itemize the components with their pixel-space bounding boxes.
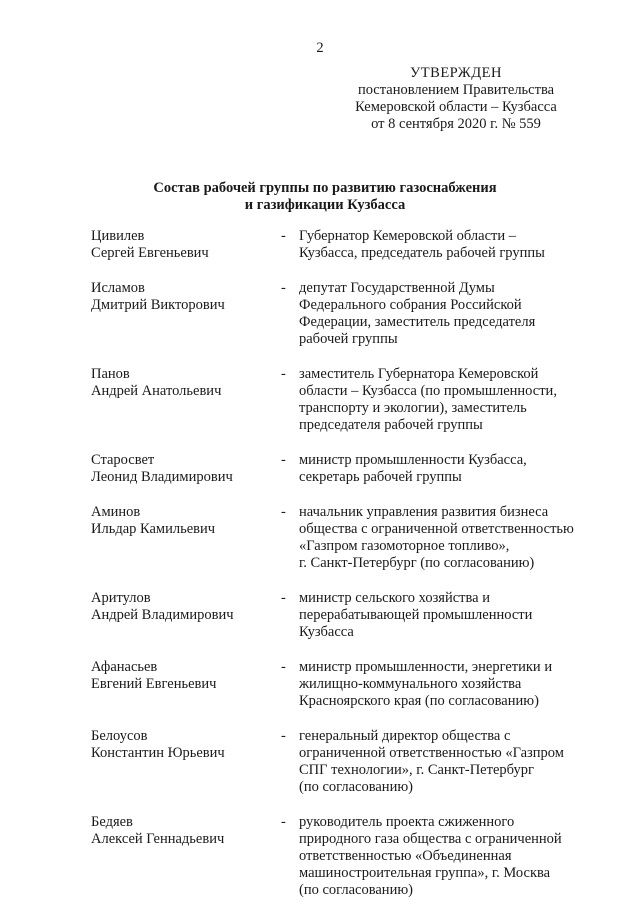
member-name-line: Исламов	[91, 280, 145, 296]
member-dash: -	[281, 590, 286, 606]
member-name-line: Сергей Евгеньевич	[91, 245, 209, 261]
member-name-line: Константин Юрьевич	[91, 745, 225, 761]
member-dash: -	[281, 452, 286, 468]
page-number: 2	[316, 40, 324, 56]
member-role-line: общества с ограниченной ответственностью	[299, 521, 574, 537]
member-role-line: ограниченной ответственностью «Газпром	[299, 745, 564, 761]
member-role	[299, 659, 591, 710]
member-role-line: природного газа общества с ограниченной	[299, 831, 562, 847]
member-role	[299, 814, 591, 899]
member-entry	[91, 452, 591, 486]
member-role-line: заместитель Губернатора Кемеровской	[299, 366, 539, 382]
member-role-line: перерабатывающей промышленности	[299, 607, 533, 623]
member-role-line: транспорту и экологии), заместитель	[299, 400, 527, 416]
member-name-line: Старосвет	[91, 452, 155, 468]
member-dash: -	[281, 280, 286, 296]
member-dash: -	[281, 728, 286, 744]
member-role-line: рабочей группы	[299, 331, 398, 347]
member-role-line: Красноярского края (по согласованию)	[299, 693, 539, 709]
member-role-line: Федерации, заместитель председателя	[299, 314, 536, 330]
member-role	[299, 280, 591, 348]
member-entry	[91, 814, 591, 899]
member-dash: -	[281, 366, 286, 382]
title-line: Состав рабочей группы по развитию газоснабжения	[153, 180, 497, 196]
member-role-line: СПГ технологии», г. Санкт-Петербург	[299, 762, 534, 778]
member-name-line: Аритулов	[91, 590, 151, 606]
member-entry	[91, 728, 591, 796]
member-name-line: Афанасьев	[91, 659, 158, 675]
member-name-line: Дмитрий Викторович	[91, 297, 225, 313]
member-name-line: Евгений Евгеньевич	[91, 676, 217, 692]
member-dash: -	[281, 814, 286, 830]
member-entry	[91, 659, 591, 710]
member-entry	[91, 280, 591, 348]
members-list	[91, 228, 591, 917]
member-name	[91, 452, 281, 486]
member-name	[91, 814, 281, 848]
member-role	[299, 228, 591, 262]
member-role	[299, 452, 591, 486]
member-dash: -	[281, 504, 286, 520]
member-role-line: (по согласованию)	[299, 882, 413, 898]
member-role	[299, 728, 591, 796]
member-name	[91, 659, 281, 693]
member-role-line: начальник управления развития бизнеса	[299, 504, 549, 520]
approval-title: УТВЕРЖДЕН	[410, 65, 502, 81]
member-role-line: депутат Государственной Думы	[299, 280, 495, 296]
member-role-line: председателя рабочей группы	[299, 417, 483, 433]
member-name-line: Андрей Владимирович	[91, 607, 234, 623]
member-name	[91, 590, 281, 624]
approval-line: постановлением Правительства	[357, 82, 555, 98]
member-dash: -	[281, 659, 286, 675]
approval-stamp	[340, 65, 572, 133]
member-role-line: Федерального собрания Российской	[299, 297, 522, 313]
member-name-line: Ильдар Камильевич	[91, 521, 216, 537]
member-role-line: руководитель проекта сжиженного	[299, 814, 515, 830]
member-role-line: министр промышленности Кузбасса,	[299, 452, 527, 468]
member-name-line: Алексей Геннадьевич	[91, 831, 225, 847]
member-role-line: ответственностью «Объединенная	[299, 848, 512, 864]
member-name-line: Бедяев	[91, 814, 133, 830]
member-dash: -	[281, 228, 286, 244]
member-name	[91, 504, 281, 538]
member-entry	[91, 366, 591, 434]
member-name-line: Леонид Владимирович	[91, 469, 233, 485]
document-title	[100, 180, 550, 214]
member-name	[91, 280, 281, 314]
member-role-line: министр сельского хозяйства и	[299, 590, 490, 606]
member-role	[299, 366, 591, 434]
member-name-line: Андрей Анатольевич	[91, 383, 222, 399]
member-role	[299, 504, 591, 572]
member-role-line: Губернатор Кемеровской области –	[299, 228, 517, 244]
member-name-line: Аминов	[91, 504, 141, 520]
approval-line: от 8 сентября 2020 г. № 559	[371, 116, 541, 132]
member-role-line: области – Кузбасса (по промышленности,	[299, 383, 557, 399]
member-name	[91, 728, 281, 762]
member-name-line: Белоусов	[91, 728, 148, 744]
member-name	[91, 228, 281, 262]
member-role-line: (по согласованию)	[299, 779, 413, 795]
member-role-line: г. Санкт-Петербург (по согласованию)	[299, 555, 535, 571]
member-name-line: Цивилев	[91, 228, 145, 244]
member-role-line: жилищно-коммунального хозяйства	[299, 676, 522, 692]
member-role-line: генеральный директор общества с	[299, 728, 511, 744]
member-entry	[91, 504, 591, 572]
member-entry	[91, 228, 591, 262]
member-role-line: Кузбасса, председатель рабочей группы	[299, 245, 545, 261]
member-role-line: министр промышленности, энергетики и	[299, 659, 553, 675]
member-role-line: секретарь рабочей группы	[299, 469, 462, 485]
member-name	[91, 366, 281, 400]
member-entry	[91, 590, 591, 641]
member-role	[299, 590, 591, 641]
member-name-line: Панов	[91, 366, 130, 382]
member-role-line: «Газпром газомоторное топливо»,	[299, 538, 510, 554]
title-line: и газификации Кузбасса	[244, 197, 406, 213]
member-role-line: Кузбасса	[299, 624, 354, 640]
member-role-line: машиностроительная группа», г. Москва	[299, 865, 551, 881]
approval-line: Кемеровской области – Кузбасса	[355, 99, 557, 115]
